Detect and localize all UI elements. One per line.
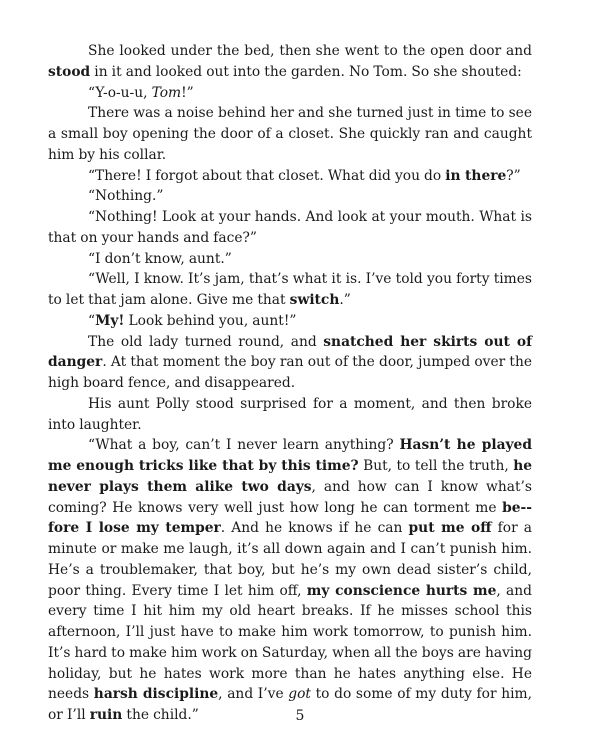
text-run: , and every time I hit him my old heart breaks. If he misses school this afternoon, I’ll just have to make him work tomorrow, to punish him. It’s hard to make him work on Saturday, when all the boys are having holiday, but he hates work more than he hates anything else. He needs [48,582,532,703]
italic-phrase: got [288,686,311,703]
paragraph [48,394,532,436]
page-body [48,41,532,726]
paragraph [48,249,532,270]
text-run: “ [88,312,96,329]
text-run: His aunt Polly stood surprised for a moment, and then broke into laughter. [48,395,532,433]
bold-phrase: put me off [408,520,492,537]
text-run: to do some of my duty for him, or I’ll [48,686,532,723]
text-run: the child.” [122,707,199,723]
paragraph [48,186,532,207]
text-run: “Well, I know. It’s jam, that’s what it is. I’ve told you forty times to let that jam alone. Give me that [48,271,532,308]
italic-phrase: Tom [151,84,182,101]
bold-phrase: in there [445,167,507,184]
text-run: “Y-o-u-u, [88,84,152,101]
text-run: “I don’t know, aunt.” [88,250,232,267]
bold-phrase: stood [48,63,91,80]
text-run: There was a noise behind her and she turned just in time to see a small boy opening the door of a closet. She quickly ran and caught him by his collar. [48,105,532,163]
paragraph [48,435,532,726]
text-run: . At that moment the boy ran out of the door, jumped over the high board fence, and disappeared. [48,354,532,391]
paragraph [48,269,532,311]
bold-phrase: Hasn’t he played me enough tricks like that by this time? [48,437,532,474]
bold-phrase: my conscience hurts me [306,582,497,599]
page-number: 5 [295,708,305,724]
text-run: ?” [506,167,521,184]
paragraph [48,332,532,394]
text-run: Look behind you, aunt!” [124,312,297,329]
bold-phrase: be-fore I lose my temper [48,499,532,537]
paragraph [48,83,532,104]
text-run: , and I’ve [218,686,289,703]
text-run: “What a boy, can’t I never learn anything? [88,437,400,454]
paragraph [48,166,532,187]
text-run: for a minute or make me laugh, it’s all down again and I can’t punish him. He’s a troublemaker, that boy, but he’s my own dead sister’s child, poor thing. Every time I let him off, [48,520,532,599]
text-run: But, to tell the truth, [358,458,514,474]
bold-phrase: switch [289,292,340,308]
text-run: “Nothing! Look at your hands. And look at your mouth. What is that on your hands and face?” [48,209,532,246]
bold-phrase: snatched her skirts out of danger [48,333,533,371]
bold-phrase: My! [95,312,125,329]
text-run: . And he knows if he can [220,520,409,537]
text-run: She looked under the bed, then she went to the open door and [88,43,532,59]
text-run: “Nothing.” [88,188,164,205]
text-run: “There! I forgot about that closet. What did you do [88,167,446,184]
paragraph [48,41,532,83]
text-run: in it and looked out into the garden. No Tom. So she shouted: [90,63,522,80]
bold-phrase: ruin [89,707,123,723]
bold-phrase: he never plays them alike two days [48,458,533,495]
paragraph [48,207,532,249]
text-run: The old lady turned round, and [88,333,324,350]
text-run: , and how can I know what’s coming? He knows very well just how long he can torment me [48,478,532,516]
paragraph [48,311,532,332]
bold-phrase: harsh discipline [93,686,219,703]
text-run: .” [339,292,351,308]
paragraph [48,103,532,165]
text-run: !” [181,84,194,101]
